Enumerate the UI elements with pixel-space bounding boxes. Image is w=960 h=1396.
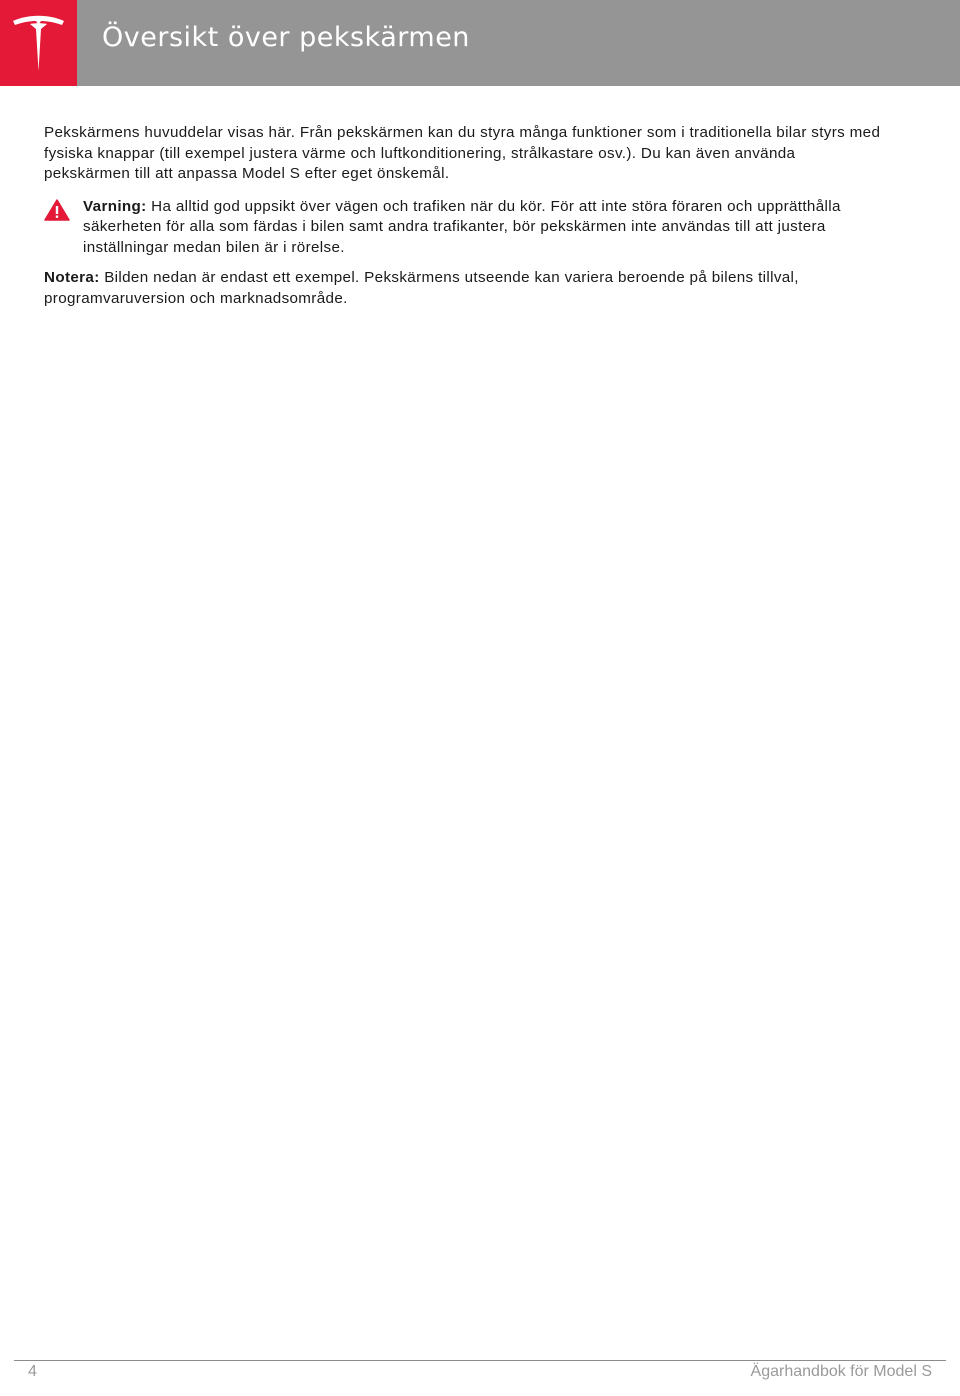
tesla-logo-icon (10, 13, 67, 73)
warning-text (83, 197, 884, 259)
main-content (44, 123, 884, 309)
note-label: Notera: (44, 269, 100, 286)
warning-block (44, 197, 884, 259)
brand-logo-box (0, 0, 77, 86)
page-header (0, 0, 960, 86)
note-body: Bilden nedan är endast ett exempel. Pekskärmens utseende kan variera beroende på bilens tillval, programvaruversion och marknadsområde. (44, 269, 799, 307)
warning-body: Ha alltid god uppsikt över vägen och trafiken när du kör. För att inte störa föraren och upprätthålla säkerheten för alla som färdas i bilen samt andra trafikanter, bör pekskärmen inte användas till att justera inställningar medan bilen är i rörelse. (83, 197, 841, 256)
intro-paragraph: Pekskärmens huvuddelar visas här. Från pekskärmen kan du styra många funktioner som i traditionella bilar styrs med fysiska knappar (till exempel justera värme och luftkonditionering, strålkastare osv.). Du kan även använda pekskärmen till att anpassa Model S efter eget önskemål. (44, 124, 881, 182)
warning-triangle-icon (44, 199, 70, 221)
footer-book-title: Ägarhandbok för Model S (750, 1363, 932, 1380)
page-title: Översikt över pekskärmen (102, 22, 470, 53)
warning-label: Varning: (83, 197, 147, 215)
footer-divider (14, 1360, 946, 1361)
note-paragraph (44, 268, 884, 309)
page-number: 4 (28, 1363, 37, 1380)
